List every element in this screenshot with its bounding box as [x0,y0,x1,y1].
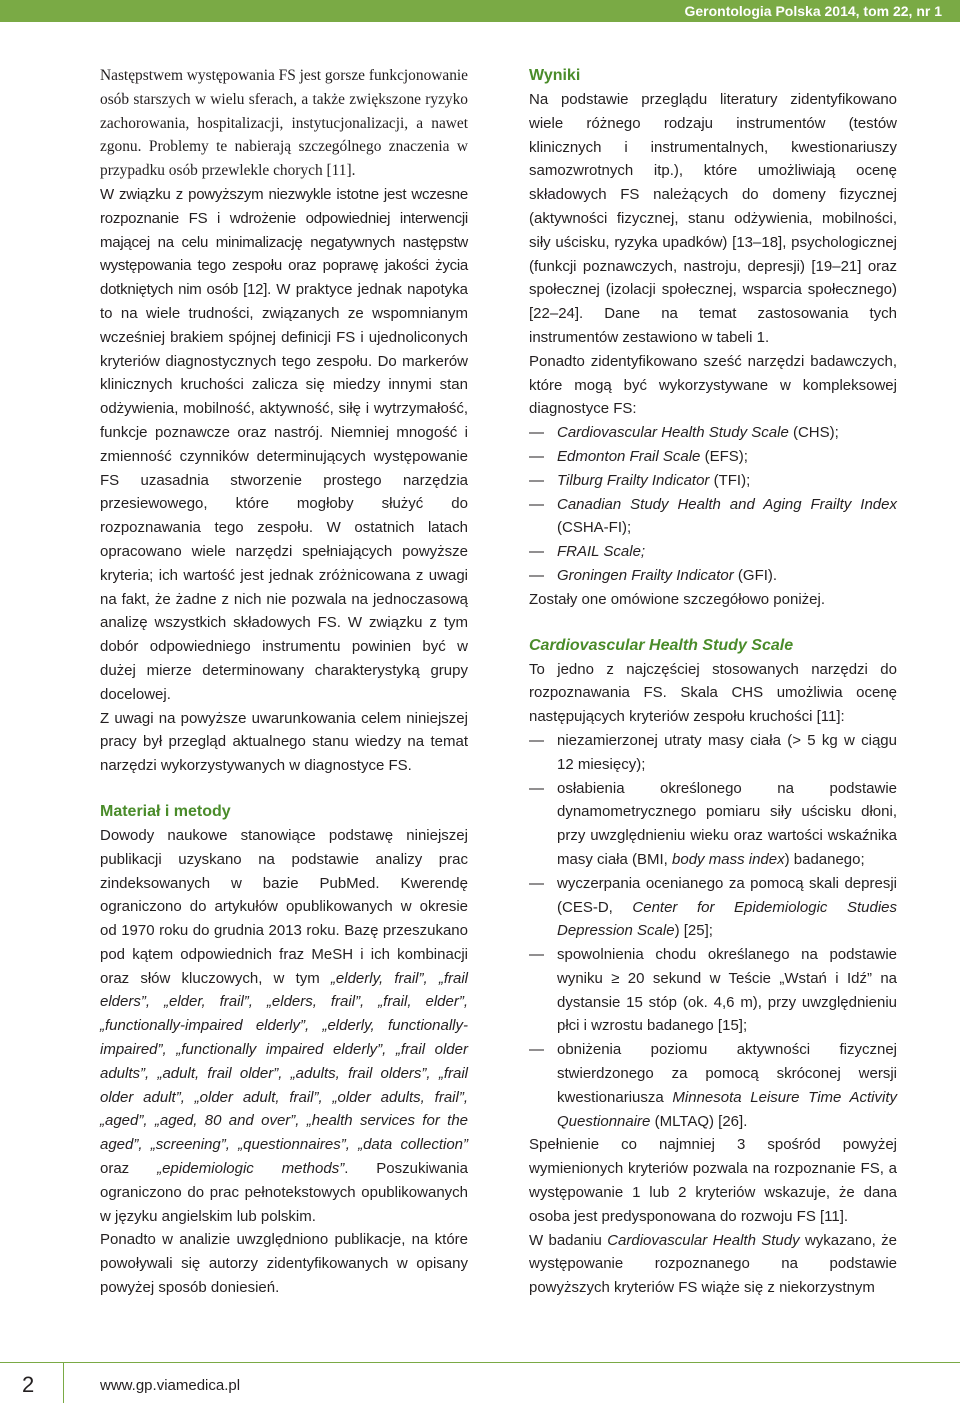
footer-divider [0,1362,960,1363]
footer-vertical-divider [63,1362,64,1403]
paragraph-chs-study: W badaniu Cardiovascular Health Study wykazano, że występowanie rozpoznanego na podstawie powyższych kryteriów FS wiąże się z niekorzystnym [529,1231,897,1297]
paragraph-early-diagnosis [100,183,468,707]
list-item: — obniżenia poziomu aktywności fizycznej stwierdzonego za pomocą skróconej wersji kwestionariusza Minnesota Leisure Time Activity Questionnaire (MLTAQ) [26]. [529,1041,897,1130]
paragraph-aim: Z uwagi na powyższe uwarunkowania celem niniejszej pracy był przegląd aktualnego stanu wiedzy na temat narzędzi wykorzystywanych w diagnostyce FS. [100,709,468,775]
paragraph-results: Na podstawie przeglądu literatury zidentyfikowano wiele różnego rodzaju instrumentów (testów klinicznych i instrumentalnych, kwestionariuszy samozwrotnych itp.), które umożliwiają ocenę składowych FS należących do domeny fizycznej (aktywności fizycznej, stanu odżywienia, mobilności, siły uścisku, ryzyka upadków) [13–18], psychologicznej (funkcji poznawczych, nastroju, depresji) [19–21] oraz społecznej (izolacji społecznej, wsparcia społecznego) [22–24]. Dane na temat zastosowania tych instrumentów zestawiono w tabeli 1. [529,91,897,346]
methods-text: Dowody naukowe stanowiące podstawę niniejszej publikacji uzyskano na podstawie analizy prac zindeksowanych w bazie PubMed. Kwerendę ograniczono do artykułów opublikowanych w okresie od 1970 roku do grudnia 2013 roku. Bazę przeszukano pod kątem odpowiednich fraz MeSH i ich kombinacji oraz słów kluczowych, w tym [100,826,468,987]
keywords-conjunction: oraz [100,1160,158,1178]
keywords-text: „elderly, frail”, „frail elders”, „elder, frail”, „elders, frail”, „frail, elder”, „functionally-impaired elderly”, „elderly, functionally-impaired”, „functionally impaired elderly”, „frail older adults”, „adult, frail older”, „adults, frail olders”, „frail older adult”, „older adult, frail”, „older adults, frail”, „aged”, „aged, 80 and over”, „health services for the aged”, „screening”, „questionnaires”, „data collection” [100,969,468,1154]
right-column [529,64,897,1300]
list-item: — niezamierzonej utraty masy ciała (> 5 kg w ciągu 12 miesięcy); [529,731,897,773]
results-heading: Wyniki [529,67,581,84]
criteria-list [529,729,897,1134]
early-diagnosis-text: W związku z powyższym niezwykle istotne jest wczesne rozpoznanie FS i wdrożenie odpowiedniej interwencji mającej na celu minimalizację negatywnych następstw występowania tego zespołu oraz poprawę jakości życia dotkniętych nim osób [12]. [100,185,468,299]
list-item: — Edmonton Frail Scale (EFS); [529,447,748,465]
list-item: — FRAIL Scale; [529,543,646,561]
list-item: — Canadian Study Health and Aging Frailty Index (CSHA-FI); [529,495,897,537]
left-column [100,64,468,1300]
methods-end-text: . Poszukiwania ograniczono do prac pełnotekstowych opublikowanych w języku angielskim lub polskim. [100,1160,468,1225]
header-bar [0,0,960,22]
tools-list [529,421,897,588]
intro-paragraph: Następstwem występowania FS jest gorsze funkcjonowanie osób starszych w wielu sferach, a także zwiększone ryzyko zachorowania, hospitalizacji, instytucjonalizacji, a nawet zgonu. Problemy te nabierają szczególnego znaczenia w przypadku osób przewlekle chorych [11]. [100,67,469,180]
page-number: 2 [22,1372,35,1397]
paragraph-chs-diagnosis: Spełnienie co najmniej 3 spośród powyżej wymienionych kryteriów pozwala na rozpoznanie FS, a występowanie 1 lub 2 kryteriów wskazuje, że dana osoba jest predysponowana do rozwoju FS [11]. [529,1136,897,1225]
footer-url[interactable]: www.gp.viamedica.pl [100,1377,241,1394]
paragraph-tools-intro: Ponadto zidentyfikowano sześć narzędzi badawczych, które mogą być wykorzystywane w kompleksowej diagnostyce FS: [529,352,897,418]
list-item: — Cardiovascular Health Study Scale (CHS); [529,424,839,442]
chs-heading: Cardiovascular Health Study Scale [529,636,794,654]
methods-heading: Materiał i metody [100,802,231,820]
list-item: — Groningen Frailty Indicator (GFI). [529,566,778,584]
paragraph-chs-intro: To jedno z najczęściej stosowanych narzędzi do rozpoznawania FS. Skala CHS umożliwia ocenę następujących kryteriów zespołu kruchości [11]: [529,660,897,726]
paragraph-methods [100,824,468,1229]
list-item: — osłabienia określonego na podstawie dynamometrycznego pomiaru siły uścisku dłoni, przy uwzględnieniu wieku oraz wartości wskaźnika masy ciała (BMI, body mass index) badanego; [529,779,897,868]
paragraph-tools-outro: Zostały one omówione szczegółowo poniżej. [529,590,825,608]
list-item: — Tilburg Frailty Indicator (TFI); [529,471,751,489]
keyword-last: „epidemiologic methods” [157,1160,345,1178]
journal-header: Gerontologia Polska 2014, tom 22, nr 1 [684,3,942,19]
list-item: — wyczerpania ocenianego za pomocą skali depresji (CES-D, Center for Epidemiologic Studies Depression Scale) [25]; [529,874,897,940]
paragraph-methods-2: Ponadto w analizie uwzględniono publikacje, na które powoływali się autorzy zidentyfikowanych w opisany powyżej sposób doniesień. [100,1231,468,1297]
list-item: — spowolnienia chodu określanego na podstawie wyniku ≥ 20 sekund w Teście „Wstań i Idź” na dystansie 15 stóp (ok. 4,6 m), przy uwzględnieniu płci i wzrostu badanego [15]; [529,946,897,1035]
markers-text: W praktyce jednak napotyka to na wiele trudności, związanych ze wspomnianym wcześniej brakiem spójnej definicji FS i ujednoliconych kryteriów diagnostycznych tego zespołu. Do markerów klinicznych kruchości zalicza się miedzy innymi stan odżywienia, mobilność, aktywność, siłę i wytrzymałość, funkcje poznawcze oraz nastrój. Niemniej mnogość i zmienność czynników determinujących występowanie FS uzasadnia stworzenie prostego narzędzia przesiewowego, które mogłoby służyć do rozpoznawania tego zespołu. W ostatnich latach opracowano wiele narzędzi spełniających powyższe kryteria; ich wartość jest jednak zróżnicowana z uwagi na fakt, że żadne z nich nie pozwala na jednoczasową analizę wszystkich składowych FS. W związku z tym dobór odpowiedniego instrumentu powinien być w dużej mierze determinowany charakterystyką grupy docelowej. [100,281,469,703]
